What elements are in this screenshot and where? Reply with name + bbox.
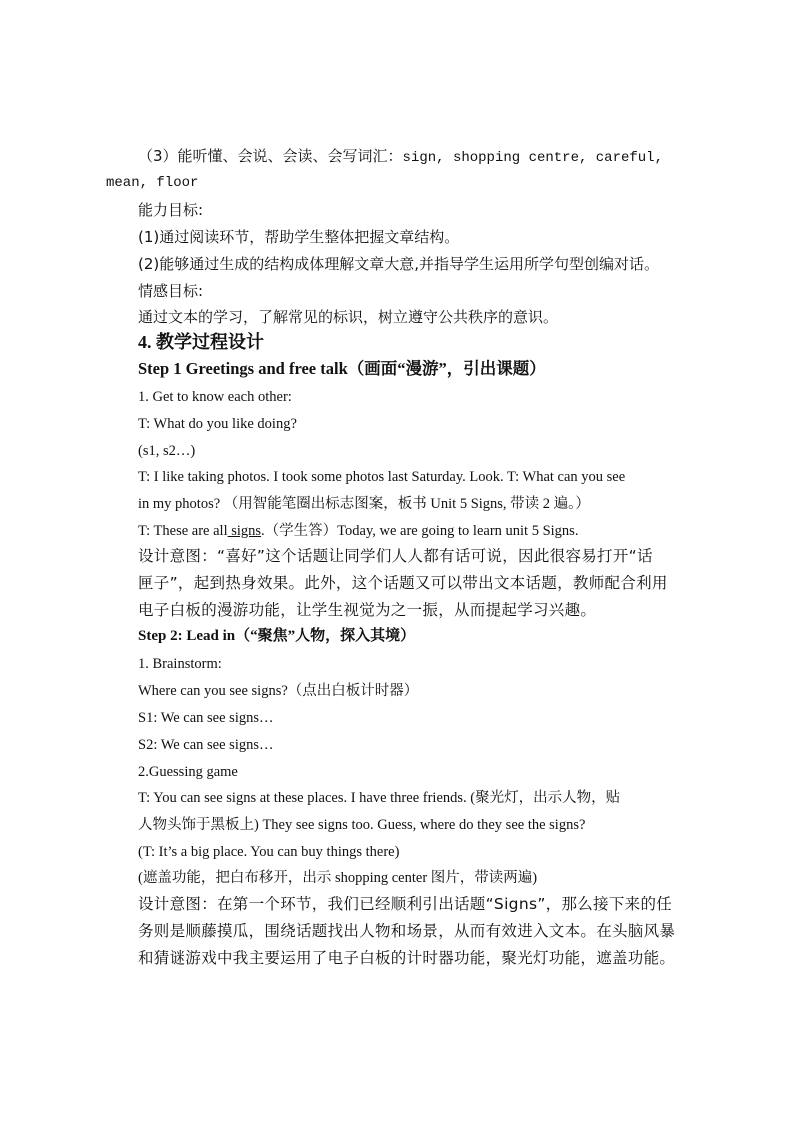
text-line: in my photos? （用智能笔圈出标志图案，板书 Unit 5 Signs, 带读 2 遍。） xyxy=(138,496,590,512)
text-line: T: What do you like doing? xyxy=(138,416,297,432)
text-line: S2: We can see signs… xyxy=(138,737,274,753)
text-line xyxy=(138,521,578,541)
step-2-heading: Step 2: Lead in（“聚焦”人物，探入其境） xyxy=(138,628,416,644)
text-line: T: I like taking photos. I took some photos last Saturday. Look. T: What can you see xyxy=(138,469,626,485)
text-segment: .（学生答）Today, we are going to learn unit 5 Signs. xyxy=(261,523,579,539)
text-line: (T: It’s a big place. You can buy things there) xyxy=(138,844,400,860)
text-line: 人物头饰于黑板上) They see signs too. Guess, where do they see the signs? xyxy=(138,817,586,833)
design-intent-line: 设计意图：在第一个环节，我们已经顺利引出话题“Signs”，那么接下来的任 xyxy=(138,895,673,913)
text-line: 1. Brainstorm: xyxy=(138,656,222,672)
underlined-answer: signs xyxy=(227,523,262,539)
text-segment: T: These are all xyxy=(138,523,228,539)
text-line: (s1, s2…) xyxy=(138,443,196,459)
vocab-words: sign, shopping centre, careful, xyxy=(402,150,663,166)
text-line: 2.Guessing game xyxy=(138,764,238,780)
ability-item-1: (1)通过阅读环节，帮助学生整体把握文章结构。 xyxy=(138,228,460,246)
text-line: S1: We can see signs… xyxy=(138,710,274,726)
design-intent-line: 电子白板的漫游功能，让学生视觉为之一振，从而提起学习兴趣。 xyxy=(138,601,597,619)
ability-heading: 能力目标: xyxy=(138,201,204,219)
design-intent-line: 和猜谜游戏中我主要运用了电子白板的计时器功能，聚光灯功能，遮盖功能。 xyxy=(138,949,676,967)
text-line: (遮盖功能，把白布移开，出示 shopping center 图片，带读两遍) xyxy=(138,870,538,886)
design-intent-line: 匣子”，起到热身效果。此外，这个话题又可以带出文本话题，教师配合利用 xyxy=(138,574,668,592)
step-1-heading: Step 1 Greetings and free talk（画面“漫游”，引出课题） xyxy=(138,359,546,378)
text-line: 1. Get to know each other: xyxy=(138,389,292,405)
ability-item-2: (2)能够通过生成的结构成体理解文章大意,并指导学生运用所学句型创编对话。 xyxy=(138,255,660,273)
text-line: Where can you see signs?（点出白板计时器） xyxy=(138,683,419,699)
section-heading: 4. 教学过程设计 xyxy=(138,332,264,352)
design-intent-line: 设计意图：“喜好”这个话题让同学们人人都有话可说，因此很容易打开“话 xyxy=(138,547,653,565)
emotion-heading: 情感目标: xyxy=(138,282,204,300)
text-line: T: You can see signs at these places. I have three friends. (聚光灯，出示人物，贴 xyxy=(138,790,621,806)
emotion-item: 通过文本的学习，了解常见的标识，树立遵守公共秩序的意识。 xyxy=(138,308,559,326)
vocab-intro: （3）能听懂、会说、会读、会写词汇： xyxy=(138,147,403,165)
vocab-line xyxy=(138,146,663,168)
vocab-line-cont: mean, floor xyxy=(106,175,199,191)
design-intent-line: 务则是顺藤摸瓜，围绕话题找出人物和场景，从而有效进入文本。在头脑风暴 xyxy=(138,922,676,940)
